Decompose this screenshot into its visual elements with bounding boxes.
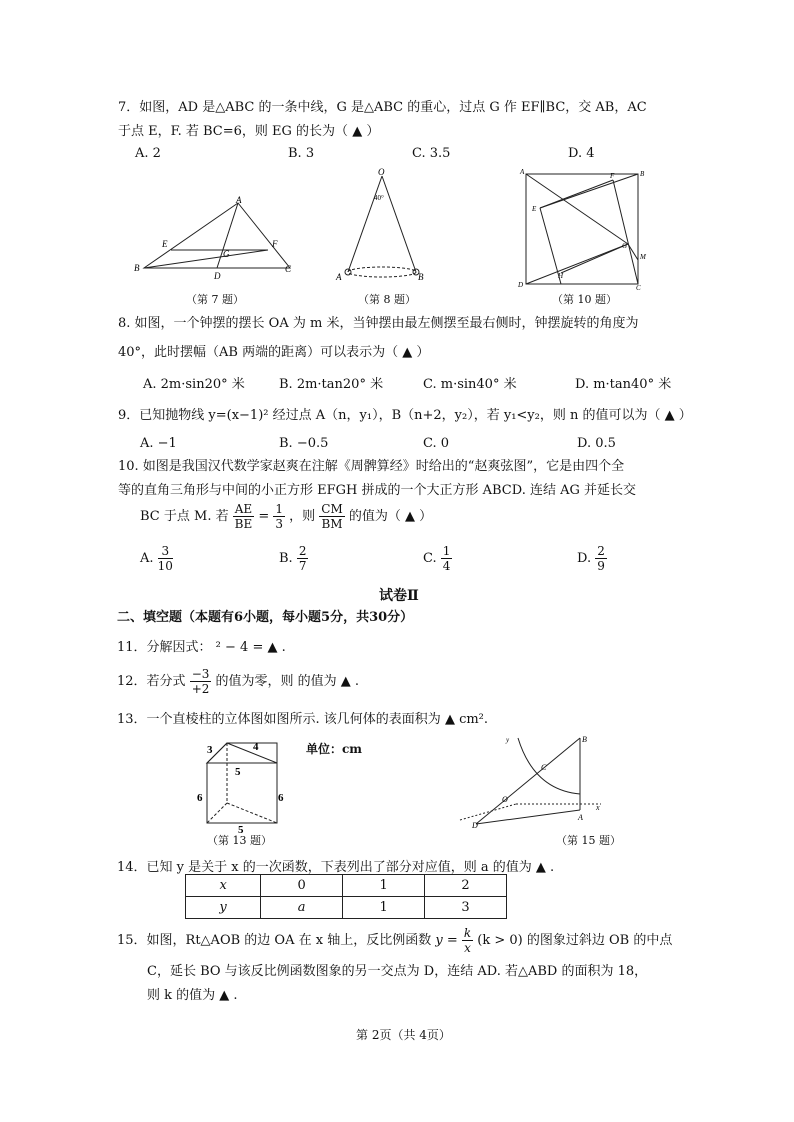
q10-line3-text-a: BC 于点 M. 若 [140,509,229,524]
svg-text:A: A [578,813,583,822]
q10-option-d: D. $\frac{2}{9}$ [577,544,605,573]
table-cell: 1 [343,875,425,897]
svg-text:D: D [472,821,478,830]
svg-text:D: D [214,271,221,281]
q14-value-table [185,874,507,919]
figure-13-label-5-top: 5 [235,766,241,778]
q7-option-d: D. 4 [568,146,595,161]
svg-text:D: D [518,281,524,289]
table-cell: x [186,875,261,897]
section2-heading: 二、填空题（本题有6小题，每小题5分，共30分） [117,610,414,625]
q8-option-b: B. 2m·tan20° 米 [279,377,384,392]
figure-15-hyperbola [456,730,616,832]
figure-13-caption: （第 13 题） [207,834,272,847]
q10-line1: 10. 如图是我国汉代数学家赵爽在注解《周髀算经》时给出的“赵爽弦图”，它是由四个全 [118,459,625,474]
q15-line3: 则 k 的值为 ▲ . [147,988,238,1003]
q12: 12．若分式 $\frac{-3}{+2}$ 的值为零，则 的值为 ▲ . [117,667,360,696]
svg-text:A: A [336,272,342,282]
figure-10-zhaoshuang-diagram [516,166,656,290]
figure-7-triangle [128,195,308,285]
svg-text:F: F [610,172,615,180]
q7-option-a: A. 2 [135,146,161,161]
q9-option-a: A. −1 [140,436,177,451]
svg-text:A: A [520,168,525,176]
table-cell: 0 [261,875,343,897]
figure-13-prism [193,735,303,833]
figure-13-label-6-right: 6 [278,792,284,804]
q10-fraction-ae-be: $\frac{AE}{BE}$ [234,502,253,531]
figure-13-label-3: 3 [207,744,213,756]
q7-option-b: B. 3 [288,146,315,161]
q15-line1: 15．如图，Rt△AOB 的边 OA 在 x 轴上，反比例函数 y = $\frac{k}{x}$ (k > 0) 的图象过斜边 OB 的中点 [117,926,673,955]
q7-option-c: C. 3.5 [412,146,451,161]
q7-line2: 于点 E，F. 若 BC=6，则 EG 的长为（ ▲ ） [118,124,380,139]
q8-option-c: C. m·sin40° 米 [423,377,517,392]
q7-line1: 7．如图，AD 是△ABC 的一条中线，G 是△ABC 的重心，过点 G 作 EF∥BC，交 AB，AC [118,100,647,115]
figure-10-caption: （第 10 题） [552,293,617,306]
svg-text:B: B [134,263,140,273]
svg-text:O: O [502,795,508,804]
table-cell: 1 [343,897,425,919]
svg-text:H: H [558,272,564,280]
figure-13-label-6-left: 6 [197,792,203,804]
table-cell: 2 [425,875,507,897]
part2-title: 试卷Ⅱ [379,588,419,604]
q8-line2: 40°，此时摆幅（AB 两端的距离）可以表示为（ ▲ ） [118,345,430,360]
svg-text:C: C [285,264,292,274]
table-cell: a [261,897,343,919]
q10-line2: 等的直角三角形与中间的小正方形 EFGH 拼成的一个大正方形 ABCD. 连结 AG 并延长交 [118,483,637,498]
q8-line1: 8. 如图，一个钟摆的摆长 OA 为 m 米，当钟摆由最左侧摆至最右侧时，钟摆旋转的角度为 [118,316,639,331]
svg-text:F: F [272,239,278,249]
q15-line2: C，延长 BO 与该反比例函数图象的另一交点为 D，连结 AD. 若△ABD 的面积为 18， [147,964,648,979]
q10-option-b: B. $\frac{2}{7}$ [279,544,307,573]
q15-function-fraction: $\frac{k}{x}$ [463,926,472,955]
q11: 11．分解因式： ² − 4 = ▲ . [117,640,286,655]
q9-option-b: B. −0.5 [279,436,329,451]
page-footer: 第 2页（共 4页） [356,1028,451,1042]
figure-13-label-4: 4 [253,741,259,753]
svg-text:G: G [223,249,230,259]
q8-option-d: D. m·tan40° 米 [575,377,672,392]
q10-line3: BC 于点 M. 若 $\frac{AE}{BE}$ = $\frac{1}{3}$ ，则 $\frac{CM}{BM}$ 的值为（ ▲ ） [140,502,433,531]
svg-text:O: O [378,167,385,177]
q10-option-a: A. $\frac{3}{10}$ [140,544,173,573]
svg-text:G: G [622,242,628,250]
q10-option-c: C. $\frac{1}{4}$ [423,544,451,573]
q9-option-c: C. 0 [423,436,450,451]
table-cell: 3 [425,897,507,919]
svg-text:x: x [596,803,600,812]
svg-text:C: C [636,284,641,290]
figure-8-caption: （第 8 题） [358,293,416,306]
q8-option-a: A. 2m·sin20° 米 [143,377,245,392]
svg-text:M: M [640,253,646,261]
table-row [186,875,507,897]
q10-fraction-one-third: $\frac{1}{3}$ [275,502,283,531]
q9-line1: 9．已知抛物线 y=(x−1)² 经过点 A（n，y₁），B（n+2，y₂），若 y₁<y₂，则 n 的值可以为（ ▲ ） [118,408,692,423]
svg-text:y: y [506,736,510,744]
figure-8-angle-label: 40° [374,194,384,202]
svg-text:B: B [418,272,424,282]
figure-7-caption: （第 7 题） [186,293,244,306]
q9-option-d: D. 0.5 [577,436,616,451]
svg-text:C: C [541,763,547,772]
q12-fraction: $\frac{-3}{+2}$ [191,667,210,696]
svg-text:A: A [236,195,242,205]
svg-text:E: E [532,205,537,213]
table-row [186,897,507,919]
q13: 13．一个直棱柱的立体图如图所示. 该几何体的表面积为 ▲ cm². [117,712,489,727]
figure-13-label-5-bottom: 5 [238,824,244,833]
figure-13-unit: 单位：cm [306,742,363,756]
figure-15-caption: （第 15 题） [556,834,621,847]
svg-text:E: E [162,239,168,249]
q14: 14．已知 y 是关于 x 的一次函数，下表列出了部分对应值，则 a 的值为 ▲ . [117,860,555,875]
q10-fraction-cm-bm: $\frac{CM}{BM}$ [321,502,343,531]
table-cell: y [186,897,261,919]
svg-text:B: B [640,170,645,178]
figure-8-pendulum [330,166,430,286]
svg-text:B: B [582,735,587,744]
